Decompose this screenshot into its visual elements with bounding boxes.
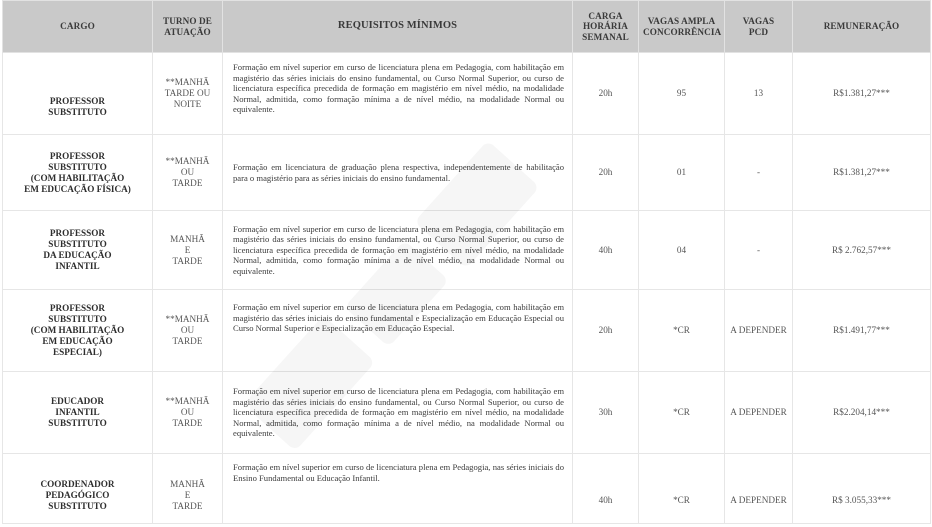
- carga-cell: 20h: [573, 135, 639, 211]
- vagas-ampla-cell: 95: [639, 53, 725, 135]
- requisitos-cell: Formação em licenciatura de graduação plena respectiva, independentemente de habilitação para o magistério para as séries iniciais do ensino fundamental.: [223, 135, 573, 211]
- requisitos-cell: Formação em nível superior em curso de licenciatura plena em Pedagogia, nas séries iniciais do Ensino Fundamental ou Educação Infantil.: [223, 454, 573, 524]
- requisitos-cell: Formação em nível superior em curso de licenciatura plena em Pedagogia, com habilitação em magistério das séries iniciais do ensino fundamental, ou Curso Normal Superior, ou curso de licenciatura específica precedida de formação em magistério em nível médio, na modalidade Normal, admitida, como formação mínima a de nível médio, na modalidade Normal ou equivalente.: [223, 211, 573, 290]
- table-row: [3, 135, 931, 211]
- vagas-pcd-cell: -: [725, 135, 793, 211]
- vagas-pcd-cell: 13: [725, 53, 793, 135]
- vagas-pcd-cell: A DEPENDER: [725, 290, 793, 372]
- carga-cell: 30h: [573, 372, 639, 454]
- header-carga: CARGA HORÁRIA SEMANAL: [573, 1, 639, 53]
- requisitos-cell: Formação em nível superior em curso de licenciatura plena em Pedagogia, com habilitação em magistério das séries iniciais do ensino fundamental e Especialização em Educação Especial ou Curso Normal Superior e Especialização em Educação Especial.: [223, 290, 573, 372]
- vagas-pcd-cell: -: [725, 211, 793, 290]
- remuneracao-cell: R$ 3.055,33***: [793, 454, 931, 524]
- table-header-row: [3, 1, 931, 53]
- table-row: [3, 372, 931, 454]
- remuneracao-cell: R$2.204,14***: [793, 372, 931, 454]
- table-row: [3, 53, 931, 135]
- header-remuneracao: REMUNERAÇÃO: [793, 1, 931, 53]
- cargo-cell: PROFESSOR SUBSTITUTO: [3, 53, 153, 135]
- cargo-cell: PROFESSOR SUBSTITUTO (COM HABILITAÇÃO EM EDUCAÇÃO FÍSICA): [3, 135, 153, 211]
- vagas-ampla-cell: 04: [639, 211, 725, 290]
- header-vagas-pcd: VAGAS PCD: [725, 1, 793, 53]
- turno-cell: **MANHÃ OU TARDE: [153, 290, 223, 372]
- carga-cell: 40h: [573, 454, 639, 524]
- vagas-ampla-cell: *CR: [639, 454, 725, 524]
- vagas-ampla-cell: *CR: [639, 372, 725, 454]
- cargo-cell: PROFESSOR SUBSTITUTO DA EDUCAÇÃO INFANTIL: [3, 211, 153, 290]
- table-row: [3, 290, 931, 372]
- cargo-cell: PROFESSOR SUBSTITUTO (COM HABILITAÇÃO EM EDUCAÇÃO ESPECIAL): [3, 290, 153, 372]
- remuneracao-cell: R$1.381,27***: [793, 135, 931, 211]
- cargo-cell: EDUCADOR INFANTIL SUBSTITUTO: [3, 372, 153, 454]
- remuneracao-cell: R$1.381,27***: [793, 53, 931, 135]
- header-turno: TURNO DE ATUAÇÃO: [153, 1, 223, 53]
- carga-cell: 20h: [573, 290, 639, 372]
- turno-cell: **MANHÃ OU TARDE: [153, 135, 223, 211]
- vagas-ampla-cell: *CR: [639, 290, 725, 372]
- table-row: [3, 211, 931, 290]
- cargos-table: [2, 0, 931, 524]
- turno-cell: MANHÃ E TARDE: [153, 454, 223, 524]
- header-requisitos: REQUISITOS MÍNIMOS: [223, 1, 573, 53]
- requisitos-cell: Formação em nível superior em curso de licenciatura plena em Pedagogia, com habilitação em magistério das séries iniciais do ensino fundamental, ou Curso Normal Superior, ou curso de licenciatura específica precedida de formação em magistério em nível médio, na modalidade Normal, admitida, como formação mínima a de nível médio, na modalidade Normal ou equivalente.: [223, 53, 573, 135]
- carga-cell: 40h: [573, 211, 639, 290]
- header-vagas-ampla: VAGAS AMPLA CONCORRÊNCIA: [639, 1, 725, 53]
- remuneracao-cell: R$1.491,77***: [793, 290, 931, 372]
- turno-cell: **MANHÃ OU TARDE: [153, 372, 223, 454]
- vagas-pcd-cell: A DEPENDER: [725, 454, 793, 524]
- vagas-pcd-cell: A DEPENDER: [725, 372, 793, 454]
- table-row: [3, 454, 931, 524]
- header-cargo: CARGO: [3, 1, 153, 53]
- remuneracao-cell: R$ 2.762,57***: [793, 211, 931, 290]
- vagas-ampla-cell: 01: [639, 135, 725, 211]
- carga-cell: 20h: [573, 53, 639, 135]
- requisitos-cell: Formação em nível superior em curso de licenciatura plena em Pedagogia, com habilitação em magistério das séries iniciais do ensino fundamental, ou Curso Normal Superior, ou curso de licenciatura específica precedida de formação em magistério em nível médio, na modalidade Normal, admitida, como formação mínima a de nível médio, na modalidade Normal ou equivalente.: [223, 372, 573, 454]
- turno-cell: MANHÃ E TARDE: [153, 211, 223, 290]
- turno-cell: **MANHÃ TARDE OU NOITE: [153, 53, 223, 135]
- cargo-cell: COORDENADOR PEDAGÓGICO SUBSTITUTO: [3, 454, 153, 524]
